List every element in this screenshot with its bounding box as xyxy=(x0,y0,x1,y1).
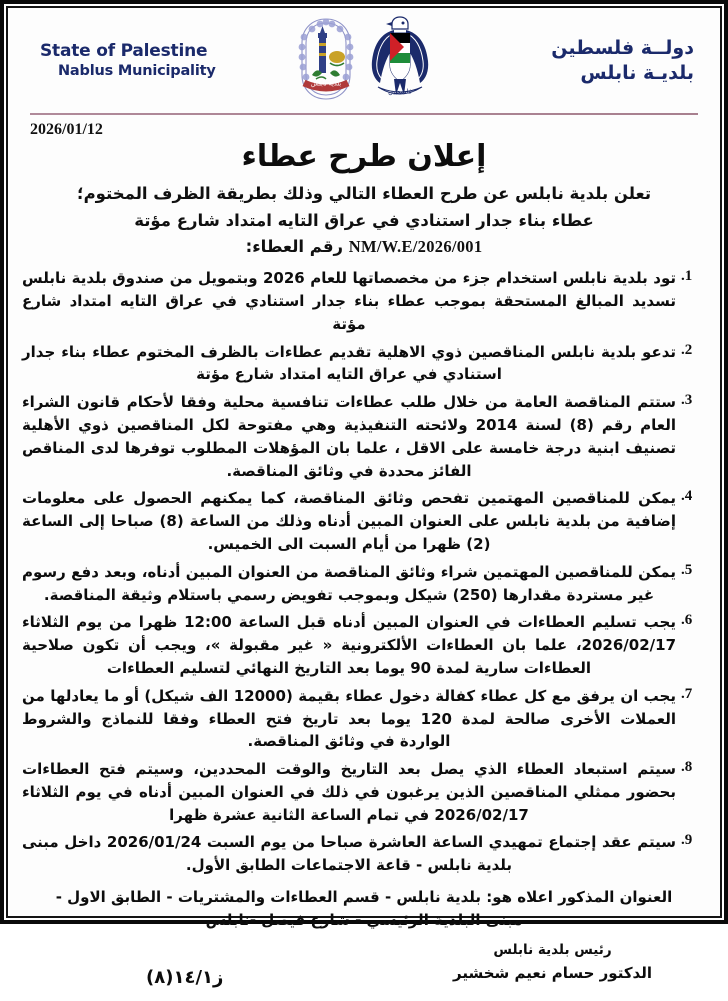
clause-number: 1. xyxy=(681,268,693,285)
clause-item xyxy=(22,391,702,482)
signer-role: رئيس بلدية نابلس xyxy=(493,941,612,958)
tender-number-row xyxy=(16,234,712,261)
clause-number: 5. xyxy=(681,561,693,578)
announcement-intro: تعلن بلدية نابلس عن طرح العطاء التالي وذلك بطريقة الظرف المختوم؛ xyxy=(76,184,652,203)
clause-item xyxy=(22,831,702,877)
address-block xyxy=(30,886,698,933)
page-title: إعلان طرح عطاء xyxy=(241,139,487,174)
page-inner-border xyxy=(6,6,722,988)
clause-number: 7. xyxy=(681,685,693,702)
clause-body: يجب ان يرفق مع كل عطاء كفالة دخول عطاء بقيمة (12000 الف شيكل) أو ما يعادلها من العملات الأخرى صالحة لمدة 120 يوما بعد تاريخ فتح العطاء وفقا للنماذج والشروط الواردة في وثائق المناقصة. xyxy=(22,686,676,751)
clause-item xyxy=(22,341,702,387)
clause-item xyxy=(22,611,702,679)
municipality-name-english: Nablus Municipality xyxy=(58,63,216,80)
clause-number: 8. xyxy=(681,759,693,776)
clause-item xyxy=(22,758,702,826)
document-header xyxy=(16,11,712,111)
document-date: 2026/01/12 xyxy=(30,121,103,138)
clause-item xyxy=(22,487,702,555)
clause-item xyxy=(22,685,702,753)
clause-body: تدعو بلدية نابلس المناقصين ذوي الاهلية تقديم عطاءات بالظرف المختوم عطاء بناء جدار استنادي في عراق التايه امتداد شارع مؤتة xyxy=(22,342,676,384)
clause-body: يمكن للمناقصين المهتمين شراء وثائق المناقصة من العنوان المبين أدناه، وبعد دفع رسوم غير مستردة مقدارها (250) شيكل وبموجب تفويض رسمي باستلام وثيقة المناقصة. xyxy=(22,562,676,604)
tender-name: عطاء بناء جدار استنادي في عراق التايه امتداد شارع مؤتة xyxy=(134,210,594,230)
signer-name: الدكتور حسام نعيم شخشير xyxy=(453,963,652,982)
header-arabic-identity xyxy=(456,36,706,85)
clause-body: تود بلدية نابلس استخدام جزء من مخصصاتها للعام 2026 وبتمويل من صندوق بلدية نابلس تسديد المبالغ المستحقة بموجب عطاء بناء جدار استنادي في عراق التايه امتداد شارع مؤتة xyxy=(22,269,676,333)
clause-number: 2. xyxy=(681,341,693,358)
tender-number-label: رقم العطاء: xyxy=(245,237,344,257)
address-line-1: العنوان المذكور اعلاه هو: بلدية نابلس - قسم العطاءات والمشتريات - الطابق الاول - xyxy=(55,888,673,907)
svg-text:فلسطين: فلسطين xyxy=(388,87,412,96)
tender-number-value: NM/W.E/2026/001 xyxy=(348,237,483,257)
emblems-group xyxy=(292,9,436,113)
clause-body: سيتم استبعاد العطاء الذي يصل بعد التاريخ والوقت المحددين، وسيتم فتح العطاءات بحضور ممثلي المناقصين الذين يرغبون في ذلك في العنوان المبين أدناه في يوم الثلاثاء 2026/02/17 في تمام الساعة الثانية عشرة ظهرا xyxy=(22,760,676,824)
clause-number: 4. xyxy=(681,488,693,505)
signer xyxy=(453,939,652,984)
address-line-2: مبنى البلدية الرئيسي - شارع فيصل -نابلس xyxy=(205,911,523,930)
clause-number: 9. xyxy=(681,832,693,849)
state-name-arabic: دولــة فلسطين xyxy=(551,37,694,60)
clause-number: 6. xyxy=(681,612,693,629)
clause-item xyxy=(22,267,702,335)
tender-summary xyxy=(16,181,712,261)
date-row xyxy=(16,115,712,145)
document-reference-code: ز١٤/١(٨) xyxy=(146,966,224,988)
clause-item xyxy=(22,561,702,607)
signature-block xyxy=(16,939,712,1001)
header-english-identity xyxy=(22,41,272,81)
clause-body: يمكن للمناقصين المهتمين تفحص وثائق المناقصة، كما يمكنهم الحصول على معلومات إضافية من بلدية نابلس على العنوان المبين أدناه وذلك من الساعة (8) صباحا إلى الساعة (2) ظهرا من أيام السبت الى الخميس. xyxy=(22,489,676,553)
nablus-municipality-emblem xyxy=(292,13,360,109)
municipality-name-arabic: بلديـة نابلس xyxy=(580,62,694,84)
clause-number: 3. xyxy=(681,392,693,409)
state-name-english: State of Palestine xyxy=(40,40,208,61)
clause-body: سيتم عقد إجتماع تمهيدي الساعة العاشرة صباحا من يوم السبت 2026/01/24 داخل مبنى بلدية نابلس - قاعة الاجتماعات الطابق الأول. xyxy=(22,833,676,875)
svg-text:بلدية نابلس: بلدية نابلس xyxy=(310,79,342,88)
clause-list xyxy=(22,267,702,882)
clause-body: يجب تسليم العطاءات في العنوان المبين أدناه قبل الساعة 12:00 ظهرا من يوم الثلاثاء 2026/02/17، علما بان العطاءات الألكترونية « غير مقبولة »، ويجب أن تكون صلاحية العطاءات سارية لمدة 90 يوما بعد التاريخ النهائي لتسليم العطاءات xyxy=(22,613,676,677)
palestine-coat-of-arms xyxy=(364,13,436,109)
clause-body: ستتم المناقصة العامة من خلال طلب عطاءات تنافسية محلية وفقا لأحكام قانون الشراء العام رقم (8) لسنة 2014 ولائحته التنفيذية وهي مفتوحة لكل المناقصين ذوي الأهلية تصنيف ابنية درجة خامسة على الاقل ، علما بان المؤهلات المطلوب توفرها لدى المناقص الفائز محددة في وثائق المناقصة. xyxy=(22,393,676,480)
